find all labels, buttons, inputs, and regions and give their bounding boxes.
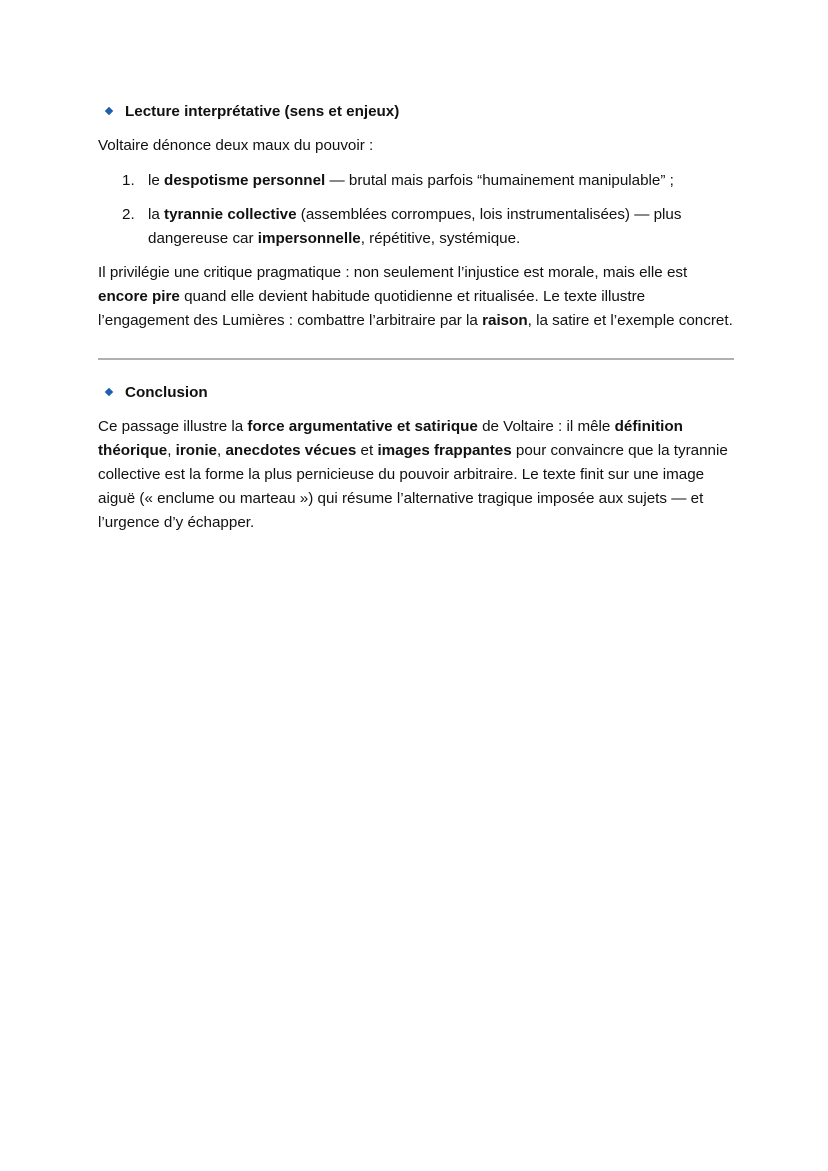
paragraph <box>98 261 734 333</box>
text-run: , <box>167 442 176 459</box>
text-run: — brutal mais parfois “humainement manipulable” ; <box>325 172 674 189</box>
list-number: 2. <box>122 206 135 223</box>
section-title: Lecture interprétative (sens et enjeux) <box>125 102 400 120</box>
list-item <box>98 169 734 193</box>
text-run: (assemblées corrompues, lois instrumentalisées) — plus dangereuse car <box>148 206 682 247</box>
text-run: le <box>148 172 165 189</box>
list-item <box>98 203 734 251</box>
section-divider <box>98 358 734 360</box>
bold-text: images frappantes <box>377 442 512 459</box>
section-heading-conclusion <box>98 380 734 404</box>
text-run: la <box>148 206 165 223</box>
section-heading-lecture <box>98 99 734 123</box>
bold-text: encore pire <box>98 288 180 305</box>
document-content <box>98 99 734 535</box>
bold-text: anecdotes vécues <box>225 442 357 459</box>
text-run: et <box>356 442 378 459</box>
text-run: , <box>217 442 226 459</box>
bold-text: force argumentative et satirique <box>247 418 478 435</box>
diamond-bullet-icon <box>105 107 113 115</box>
bold-text: despotisme personnel <box>164 172 326 189</box>
text-run: , la satire et l’exemple concret. <box>527 312 733 329</box>
text-run: pour convaincre que la tyrannie collective est la forme la plus pernicieuse du pouvoir arbitraire. Le texte finit sur une image aiguë (« enclume ou marteau ») qui résume l’alternative tragique imposée aux sujets — et l’urgence d’y échapper. <box>98 442 728 531</box>
text-run: Il privilégie une critique pragmatique : non seulement l’injustice est morale, mais elle est <box>98 264 688 281</box>
bold-text: ironie <box>175 442 218 459</box>
text-run: de Voltaire : il mêle <box>477 418 615 435</box>
section-title: Conclusion <box>125 383 208 401</box>
bold-text: définition théorique <box>98 418 683 459</box>
bold-text: impersonnelle <box>257 230 361 247</box>
text-run: Ce passage illustre la <box>98 418 248 435</box>
bold-text: tyrannie collective <box>164 206 297 223</box>
text-run: , répétitive, systémique. <box>360 230 521 247</box>
bold-text: raison <box>482 312 528 329</box>
list-number: 1. <box>122 172 135 189</box>
paragraph <box>98 415 734 535</box>
diamond-bullet-icon <box>105 388 113 396</box>
text-run: quand elle devient habitude quotidienne et ritualisée. Le texte illustre l’engagement des Lumières : combattre l’arbitraire par la <box>98 288 646 329</box>
numbered-list <box>98 169 734 251</box>
intro-text: Voltaire dénonce deux maux du pouvoir : <box>98 137 374 154</box>
